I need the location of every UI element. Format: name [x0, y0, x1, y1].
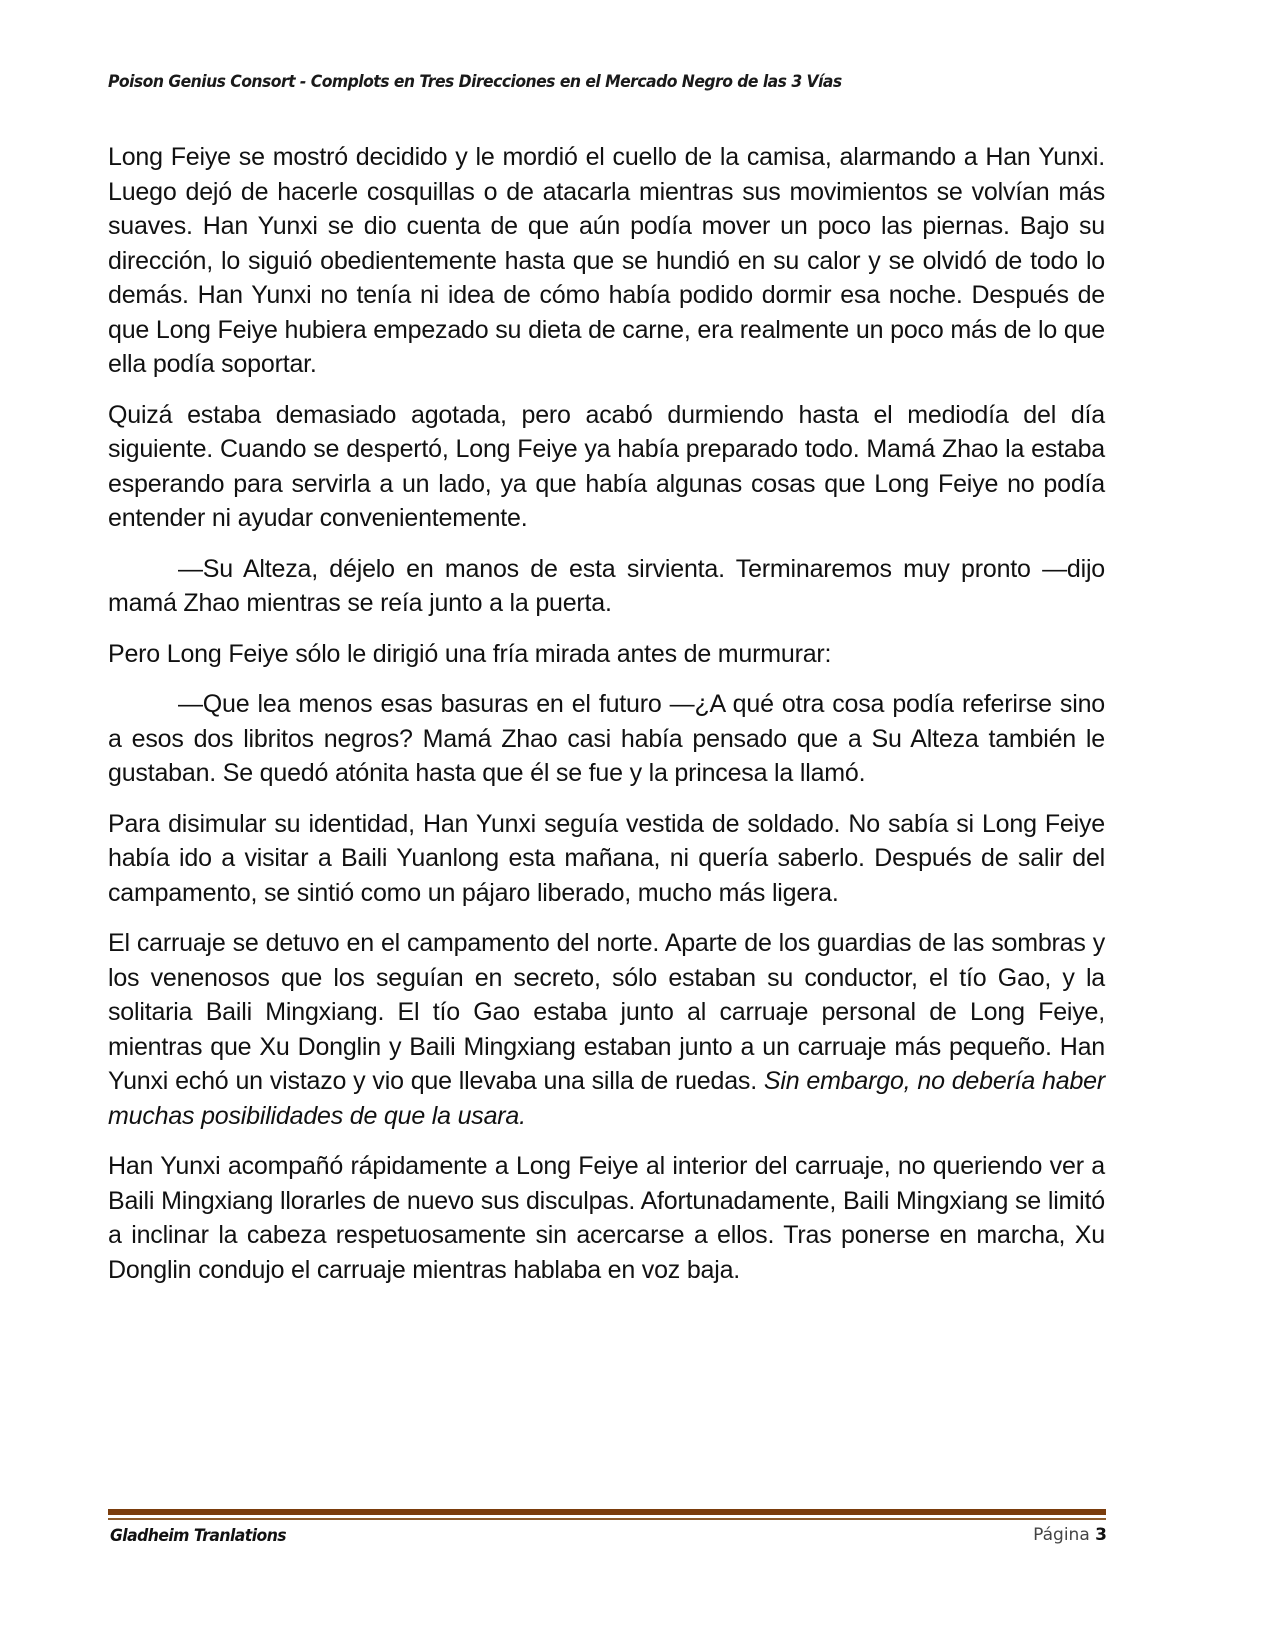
page-number: 3 [1095, 1525, 1107, 1545]
paragraph [108, 926, 1105, 1133]
paragraph: Quizá estaba demasiado agotada, pero acabó durmiendo hasta el mediodía del día siguiente. Cuando se despertó, Long Feiye ya había preparado todo. Mamá Zhao la estaba esperando para servirla a un lado, ya que había algunas cosas que Long Feiye no podía entender ni ayudar convenientemente. [108, 400, 1105, 532]
footer-translator-credit: Gladheim Tranlations [110, 1526, 287, 1546]
italic-thought: Sin embargo, no debería haber muchas posibilidades de que la usara. [108, 1067, 1105, 1130]
footer-divider-thick [108, 1509, 1106, 1515]
footer-divider-thin [108, 1518, 1106, 1520]
paragraph: Pero Long Feiye sólo le dirigió una fría mirada antes de murmurar: [108, 639, 832, 668]
paragraph: Han Yunxi acompañó rápidamente a Long Feiye al interior del carruaje, no queriendo ver a Baili Mingxiang llorarles de nuevo sus disculpas. Afortunadamente, Baili Mingxiang se limitó a inclinar la cabeza respetuosamente sin acercarse a ellos. Tras ponerse en marcha, Xu Donglin condujo el carruaje mientras hablaba en voz baja. [108, 1152, 1105, 1284]
dialogue-paragraph: —Su Alteza, déjelo en manos de esta sirvienta. Terminaremos muy pronto —dijo mamá Zhao mientras se reía junto a la puerta. [108, 554, 1105, 617]
body-text [108, 140, 1105, 1303]
paragraph: Para disimular su identidad, Han Yunxi seguía vestida de soldado. No sabía si Long Feiye había ido a visitar a Baili Yuanlong esta mañana, ni quería saberlo. Después de salir del campamento, se sintió como un pájaro liberado, mucho más ligera. [108, 809, 1105, 907]
paragraph: Long Feiye se mostró decidido y le mordió el cuello de la camisa, alarmando a Han Yunxi. Luego dejó de hacerle cosquillas o de atacarla mientras sus movimientos se volvían más suaves. Han Yunxi se dio cuenta de que aún podía mover un poco las piernas. Bajo su dirección, lo siguió obedientemente hasta que se hundió en su calor y se olvidó de todo lo demás. Han Yunxi no tenía ni idea de cómo había podido dormir esa noche. Después de que Long Feiye hubiera empezado su dieta de carne, era realmente un poco más de lo que ella podía soportar. [108, 143, 1105, 378]
paragraph-text: El carruaje se detuvo en el campamento del norte. Aparte de los guardias de las sombras y los venenosos que los seguían en secreto, sólo estaban su conductor, el tío Gao, y la solitaria Baili Mingxiang. El tío Gao estaba junto al carruaje personal de Long Feiye, mientras que Xu Donglin y Baili Mingxiang estaban junto a un carruaje más pequeño. Han Yunxi echó un vistazo y vio que llevaba una silla de ruedas. [108, 929, 1105, 1095]
page-label: Página [1033, 1525, 1090, 1545]
running-header: Poison Genius Consort - Complots en Tres Direcciones en el Mercado Negro de las 3 Vías [108, 72, 842, 92]
dialogue-paragraph: —Que lea menos esas basuras en el futuro —¿A qué otra cosa podía referirse sino a esos dos libritos negros? Mamá Zhao casi había pensado que a Su Alteza también le gustaban. Se quedó atónita hasta que él se fue y la princesa la llamó. [108, 690, 1105, 787]
footer-page-number [1033, 1525, 1107, 1545]
